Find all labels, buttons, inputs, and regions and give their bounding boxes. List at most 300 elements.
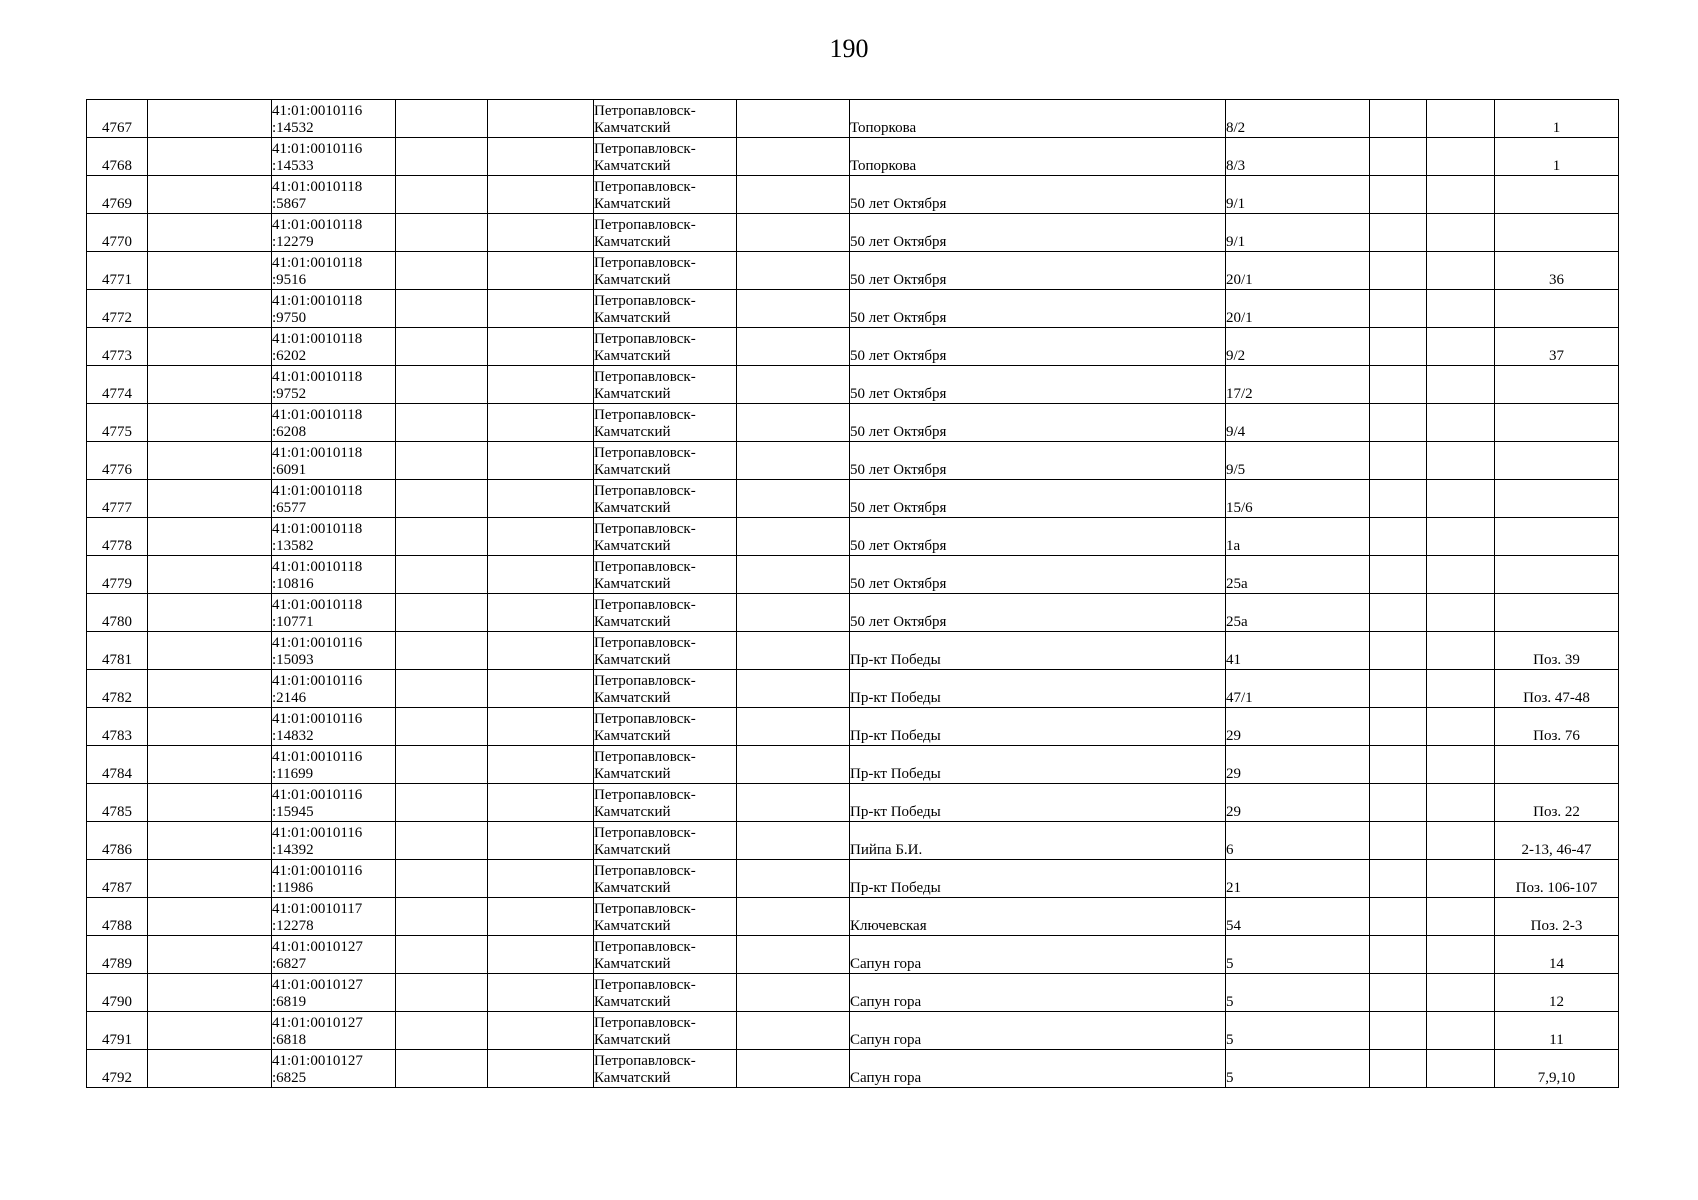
- empty-cell: [1370, 366, 1427, 404]
- city-line1: Петропавловск-: [594, 331, 696, 347]
- city-line1: Петропавловск-: [594, 445, 696, 461]
- cadastral-number-cell: [272, 860, 396, 898]
- cadastral-number-part2: :6091: [272, 462, 307, 478]
- empty-cell: [396, 670, 488, 708]
- cadastral-number-part2: :11986: [272, 880, 314, 896]
- empty-cell: [1427, 898, 1495, 936]
- row-number-cell: [87, 100, 148, 138]
- empty-cell: [1427, 746, 1495, 784]
- empty-cell: [396, 328, 488, 366]
- empty-cell: [1370, 556, 1427, 594]
- city-cell: [594, 746, 737, 784]
- row-number: 4781: [102, 652, 132, 668]
- city-line2: Камчатский: [594, 804, 671, 820]
- house-number: 29: [1226, 728, 1241, 744]
- empty-cell: [148, 1050, 272, 1088]
- empty-cell: [148, 442, 272, 480]
- empty-cell: [737, 746, 850, 784]
- house-number: 29: [1226, 766, 1241, 782]
- street-name: Пийпа Б.И.: [850, 842, 923, 858]
- cadastral-number-part1: 41:01:0010116: [272, 825, 363, 841]
- house-number-cell: [1226, 290, 1370, 328]
- cadastral-number-part1: 41:01:0010118: [272, 597, 363, 613]
- row-number: 4779: [102, 576, 132, 592]
- street-cell: [850, 898, 1226, 936]
- empty-cell: [396, 708, 488, 746]
- empty-cell: [1370, 936, 1427, 974]
- empty-cell: [396, 556, 488, 594]
- house-number-cell: [1226, 594, 1370, 632]
- city-line1: Петропавловск-: [594, 977, 696, 993]
- cadastral-number-part2: :6577: [272, 500, 307, 516]
- empty-cell: [737, 290, 850, 328]
- row-number: 4787: [102, 880, 132, 896]
- empty-cell: [148, 974, 272, 1012]
- row-number: 4786: [102, 842, 132, 858]
- city-cell: [594, 898, 737, 936]
- house-number: 25а: [1226, 576, 1248, 592]
- row-number: 4780: [102, 614, 132, 630]
- table-row: [87, 746, 1619, 784]
- house-number-cell: [1226, 100, 1370, 138]
- empty-cell: [1427, 1050, 1495, 1088]
- street-name: 50 лет Октября: [850, 500, 947, 516]
- house-number-cell: [1226, 1050, 1370, 1088]
- empty-cell: [488, 442, 594, 480]
- row-number-cell: [87, 176, 148, 214]
- house-number-cell: [1226, 556, 1370, 594]
- house-number: 54: [1226, 918, 1241, 934]
- street-name: Пр-кт Победы: [850, 880, 941, 896]
- table-row: [87, 518, 1619, 556]
- house-number-cell: [1226, 936, 1370, 974]
- empty-cell: [148, 176, 272, 214]
- table-row: [87, 366, 1619, 404]
- cadastral-number-part2: :14392: [272, 842, 314, 858]
- row-number: 4778: [102, 538, 132, 554]
- city-line1: Петропавловск-: [594, 483, 696, 499]
- empty-cell: [488, 632, 594, 670]
- position-cell: [1495, 632, 1619, 670]
- empty-cell: [1370, 974, 1427, 1012]
- city-cell: [594, 252, 737, 290]
- position-cell: [1495, 708, 1619, 746]
- empty-cell: [1427, 138, 1495, 176]
- cadastral-number-part1: 41:01:0010116: [272, 141, 363, 157]
- row-number: 4792: [102, 1070, 132, 1086]
- empty-cell: [488, 518, 594, 556]
- cadastral-number-part2: :11699: [272, 766, 314, 782]
- row-number: 4772: [102, 310, 132, 326]
- house-number-cell: [1226, 670, 1370, 708]
- cadastral-number-cell: [272, 290, 396, 328]
- empty-cell: [1427, 480, 1495, 518]
- city-line1: Петропавловск-: [594, 825, 696, 841]
- empty-cell: [737, 214, 850, 252]
- empty-cell: [148, 138, 272, 176]
- cadastral-number-part2: :6202: [272, 348, 307, 364]
- empty-cell: [148, 252, 272, 290]
- street-name: 50 лет Октября: [850, 348, 947, 364]
- row-number: 4785: [102, 804, 132, 820]
- empty-cell: [488, 746, 594, 784]
- street-cell: [850, 632, 1226, 670]
- city-line2: Камчатский: [594, 348, 671, 364]
- house-number: 9/1: [1226, 196, 1246, 212]
- empty-cell: [396, 442, 488, 480]
- house-number-cell: [1226, 366, 1370, 404]
- empty-cell: [737, 328, 850, 366]
- house-number: 5: [1226, 1070, 1234, 1086]
- city-line2: Камчатский: [594, 918, 671, 934]
- position-value: 11: [1549, 1032, 1564, 1048]
- empty-cell: [737, 252, 850, 290]
- cadastral-number-part1: 41:01:0010127: [272, 977, 363, 993]
- street-name: Сапун гора: [850, 956, 922, 972]
- empty-cell: [148, 784, 272, 822]
- cadastral-number-part2: :9752: [272, 386, 307, 402]
- city-line1: Петропавловск-: [594, 141, 696, 157]
- empty-cell: [737, 632, 850, 670]
- position-cell: [1495, 100, 1619, 138]
- empty-cell: [737, 1012, 850, 1050]
- cadastral-number-part1: 41:01:0010116: [272, 749, 363, 765]
- empty-cell: [1370, 138, 1427, 176]
- street-name: 50 лет Октября: [850, 614, 947, 630]
- position-cell: [1495, 898, 1619, 936]
- row-number: 4770: [102, 234, 132, 250]
- empty-cell: [1427, 594, 1495, 632]
- empty-cell: [396, 822, 488, 860]
- city-line1: Петропавловск-: [594, 255, 696, 271]
- city-line1: Петропавловск-: [594, 1053, 696, 1069]
- empty-cell: [396, 252, 488, 290]
- table-row: [87, 594, 1619, 632]
- empty-cell: [488, 594, 594, 632]
- row-number-cell: [87, 366, 148, 404]
- empty-cell: [1370, 214, 1427, 252]
- city-line1: Петропавловск-: [594, 521, 696, 537]
- position-value: Поз. 47-48: [1523, 690, 1590, 706]
- empty-cell: [148, 708, 272, 746]
- table-row: [87, 404, 1619, 442]
- row-number: 4767: [102, 120, 132, 136]
- city-cell: [594, 404, 737, 442]
- street-name: 50 лет Октября: [850, 196, 947, 212]
- position-cell: [1495, 404, 1619, 442]
- empty-cell: [488, 328, 594, 366]
- street-name: 50 лет Октября: [850, 576, 947, 592]
- cadastral-number-part2: :14533: [272, 158, 314, 174]
- empty-cell: [396, 594, 488, 632]
- row-number: 4776: [102, 462, 132, 478]
- city-cell: [594, 480, 737, 518]
- city-line1: Петропавловск-: [594, 597, 696, 613]
- cadastral-number-cell: [272, 822, 396, 860]
- empty-cell: [148, 404, 272, 442]
- empty-cell: [1370, 860, 1427, 898]
- empty-cell: [148, 556, 272, 594]
- empty-cell: [737, 366, 850, 404]
- cadastral-number-part1: 41:01:0010118: [272, 521, 363, 537]
- house-number: 8/2: [1226, 120, 1246, 136]
- city-line2: Камчатский: [594, 994, 671, 1010]
- empty-cell: [1427, 708, 1495, 746]
- cadastral-number-cell: [272, 784, 396, 822]
- page-number: 190: [829, 34, 869, 63]
- street-name: Пр-кт Победы: [850, 804, 941, 820]
- street-name: Пр-кт Победы: [850, 652, 941, 668]
- cadastral-number-part1: 41:01:0010116: [272, 863, 363, 879]
- position-cell: [1495, 290, 1619, 328]
- empty-cell: [737, 176, 850, 214]
- position-cell: [1495, 366, 1619, 404]
- empty-cell: [488, 822, 594, 860]
- city-line1: Петропавловск-: [594, 217, 696, 233]
- cadastral-number-part2: :12278: [272, 918, 314, 934]
- position-cell: [1495, 936, 1619, 974]
- empty-cell: [737, 138, 850, 176]
- cadastral-number-cell: [272, 1012, 396, 1050]
- empty-cell: [1427, 214, 1495, 252]
- empty-cell: [488, 708, 594, 746]
- city-cell: [594, 708, 737, 746]
- cadastral-number-part1: 41:01:0010127: [272, 1053, 363, 1069]
- city-line2: Камчатский: [594, 120, 671, 136]
- empty-cell: [737, 480, 850, 518]
- table-row: [87, 328, 1619, 366]
- empty-cell: [737, 518, 850, 556]
- row-number: 4783: [102, 728, 132, 744]
- row-number-cell: [87, 138, 148, 176]
- city-line1: Петропавловск-: [594, 673, 696, 689]
- cadastral-number-cell: [272, 442, 396, 480]
- row-number: 4782: [102, 690, 132, 706]
- city-line1: Петропавловск-: [594, 103, 696, 119]
- empty-cell: [1370, 784, 1427, 822]
- empty-cell: [148, 290, 272, 328]
- house-number: 20/1: [1226, 310, 1253, 326]
- table-row: [87, 670, 1619, 708]
- empty-cell: [488, 290, 594, 328]
- cadastral-number-part1: 41:01:0010117: [272, 901, 363, 917]
- empty-cell: [488, 670, 594, 708]
- empty-cell: [396, 632, 488, 670]
- position-cell: [1495, 176, 1619, 214]
- empty-cell: [1427, 176, 1495, 214]
- cadastral-number-part1: 41:01:0010116: [272, 673, 363, 689]
- street-cell: [850, 746, 1226, 784]
- city-line2: Камчатский: [594, 880, 671, 896]
- position-cell: [1495, 1012, 1619, 1050]
- empty-cell: [396, 746, 488, 784]
- cadastral-number-part1: 41:01:0010118: [272, 369, 363, 385]
- city-line2: Камчатский: [594, 424, 671, 440]
- cadastral-number-part2: :6825: [272, 1070, 307, 1086]
- row-number-cell: [87, 290, 148, 328]
- city-cell: [594, 556, 737, 594]
- city-cell: [594, 442, 737, 480]
- position-cell: [1495, 480, 1619, 518]
- house-number-cell: [1226, 974, 1370, 1012]
- table-row: [87, 480, 1619, 518]
- empty-cell: [1370, 594, 1427, 632]
- street-cell: [850, 404, 1226, 442]
- position-cell: [1495, 784, 1619, 822]
- city-line1: Петропавловск-: [594, 407, 696, 423]
- row-number: 4777: [102, 500, 132, 516]
- position-cell: [1495, 214, 1619, 252]
- empty-cell: [396, 860, 488, 898]
- cadastral-number-part1: 41:01:0010118: [272, 483, 363, 499]
- city-line2: Камчатский: [594, 652, 671, 668]
- street-cell: [850, 708, 1226, 746]
- house-number: 1а: [1226, 538, 1241, 554]
- row-number-cell: [87, 1050, 148, 1088]
- house-number-cell: [1226, 442, 1370, 480]
- house-number-cell: [1226, 518, 1370, 556]
- cadastral-number-part1: 41:01:0010127: [272, 939, 363, 955]
- city-cell: [594, 290, 737, 328]
- city-line2: Камчатский: [594, 158, 671, 174]
- cadastral-number-part2: :5867: [272, 196, 307, 212]
- street-cell: [850, 100, 1226, 138]
- street-cell: [850, 1050, 1226, 1088]
- table-row: [87, 632, 1619, 670]
- cadastral-number-cell: [272, 214, 396, 252]
- city-line1: Петропавловск-: [594, 559, 696, 575]
- position-value: Поз. 106-107: [1515, 880, 1598, 896]
- house-number: 20/1: [1226, 272, 1253, 288]
- position-value: Поз. 22: [1533, 804, 1580, 820]
- row-number: 4768: [102, 158, 132, 174]
- house-number-cell: [1226, 860, 1370, 898]
- empty-cell: [488, 784, 594, 822]
- empty-cell: [1370, 632, 1427, 670]
- table-row: [87, 214, 1619, 252]
- cadastral-number-cell: [272, 936, 396, 974]
- empty-cell: [148, 100, 272, 138]
- house-number: 9/4: [1226, 424, 1246, 440]
- cadastral-number-part1: 41:01:0010118: [272, 407, 363, 423]
- empty-cell: [396, 404, 488, 442]
- city-cell: [594, 176, 737, 214]
- cadastral-number-cell: [272, 366, 396, 404]
- row-number-cell: [87, 214, 148, 252]
- position-cell: [1495, 746, 1619, 784]
- street-name: Сапун гора: [850, 1032, 922, 1048]
- empty-cell: [737, 1050, 850, 1088]
- street-cell: [850, 290, 1226, 328]
- row-number: 4790: [102, 994, 132, 1010]
- street-cell: [850, 784, 1226, 822]
- row-number: 4789: [102, 956, 132, 972]
- cadastral-number-part2: :13582: [272, 538, 314, 554]
- city-line2: Камчатский: [594, 842, 671, 858]
- empty-cell: [1370, 252, 1427, 290]
- position-cell: [1495, 822, 1619, 860]
- position-cell: [1495, 328, 1619, 366]
- city-line2: Камчатский: [594, 538, 671, 554]
- empty-cell: [396, 214, 488, 252]
- empty-cell: [488, 936, 594, 974]
- house-number-cell: [1226, 708, 1370, 746]
- cadastral-number-part1: 41:01:0010118: [272, 445, 363, 461]
- cadastral-number-cell: [272, 328, 396, 366]
- row-number-cell: [87, 822, 148, 860]
- empty-cell: [1427, 1012, 1495, 1050]
- empty-cell: [148, 1012, 272, 1050]
- city-line1: Петропавловск-: [594, 749, 696, 765]
- empty-cell: [148, 518, 272, 556]
- table-body: [87, 100, 1619, 1088]
- row-number-cell: [87, 328, 148, 366]
- empty-cell: [1427, 442, 1495, 480]
- street-cell: [850, 518, 1226, 556]
- position-cell: [1495, 252, 1619, 290]
- city-line1: Петропавловск-: [594, 901, 696, 917]
- street-name: 50 лет Октября: [850, 538, 947, 554]
- empty-cell: [396, 974, 488, 1012]
- row-number-cell: [87, 442, 148, 480]
- street-cell: [850, 252, 1226, 290]
- empty-cell: [1370, 1012, 1427, 1050]
- empty-cell: [148, 822, 272, 860]
- empty-cell: [488, 1050, 594, 1088]
- house-number-cell: [1226, 898, 1370, 936]
- city-cell: [594, 100, 737, 138]
- city-cell: [594, 1050, 737, 1088]
- empty-cell: [396, 1012, 488, 1050]
- street-cell: [850, 138, 1226, 176]
- empty-cell: [1370, 100, 1427, 138]
- cadastral-number-cell: [272, 974, 396, 1012]
- cadastral-number-part1: 41:01:0010118: [272, 179, 363, 195]
- street-cell: [850, 366, 1226, 404]
- city-line2: Камчатский: [594, 614, 671, 630]
- empty-cell: [488, 1012, 594, 1050]
- city-line1: Петропавловск-: [594, 635, 696, 651]
- street-name: 50 лет Октября: [850, 272, 947, 288]
- table-row: [87, 100, 1619, 138]
- empty-cell: [1370, 670, 1427, 708]
- cadastral-number-cell: [272, 1050, 396, 1088]
- row-number: 4769: [102, 196, 132, 212]
- position-value: 1: [1552, 158, 1561, 174]
- table-row: [87, 176, 1619, 214]
- street-cell: [850, 822, 1226, 860]
- city-line2: Камчатский: [594, 576, 671, 592]
- empty-cell: [488, 100, 594, 138]
- street-cell: [850, 936, 1226, 974]
- empty-cell: [737, 936, 850, 974]
- street-cell: [850, 442, 1226, 480]
- cadastral-number-part2: :10816: [272, 576, 314, 592]
- empty-cell: [396, 176, 488, 214]
- city-line2: Камчатский: [594, 690, 671, 706]
- city-line2: Камчатский: [594, 462, 671, 478]
- empty-cell: [488, 556, 594, 594]
- city-cell: [594, 518, 737, 556]
- row-number-cell: [87, 974, 148, 1012]
- empty-cell: [737, 860, 850, 898]
- empty-cell: [148, 328, 272, 366]
- row-number: 4771: [102, 272, 132, 288]
- position-value: 2-13, 46-47: [1521, 842, 1592, 858]
- city-line1: Петропавловск-: [594, 863, 696, 879]
- empty-cell: [1370, 746, 1427, 784]
- empty-cell: [1370, 1050, 1427, 1088]
